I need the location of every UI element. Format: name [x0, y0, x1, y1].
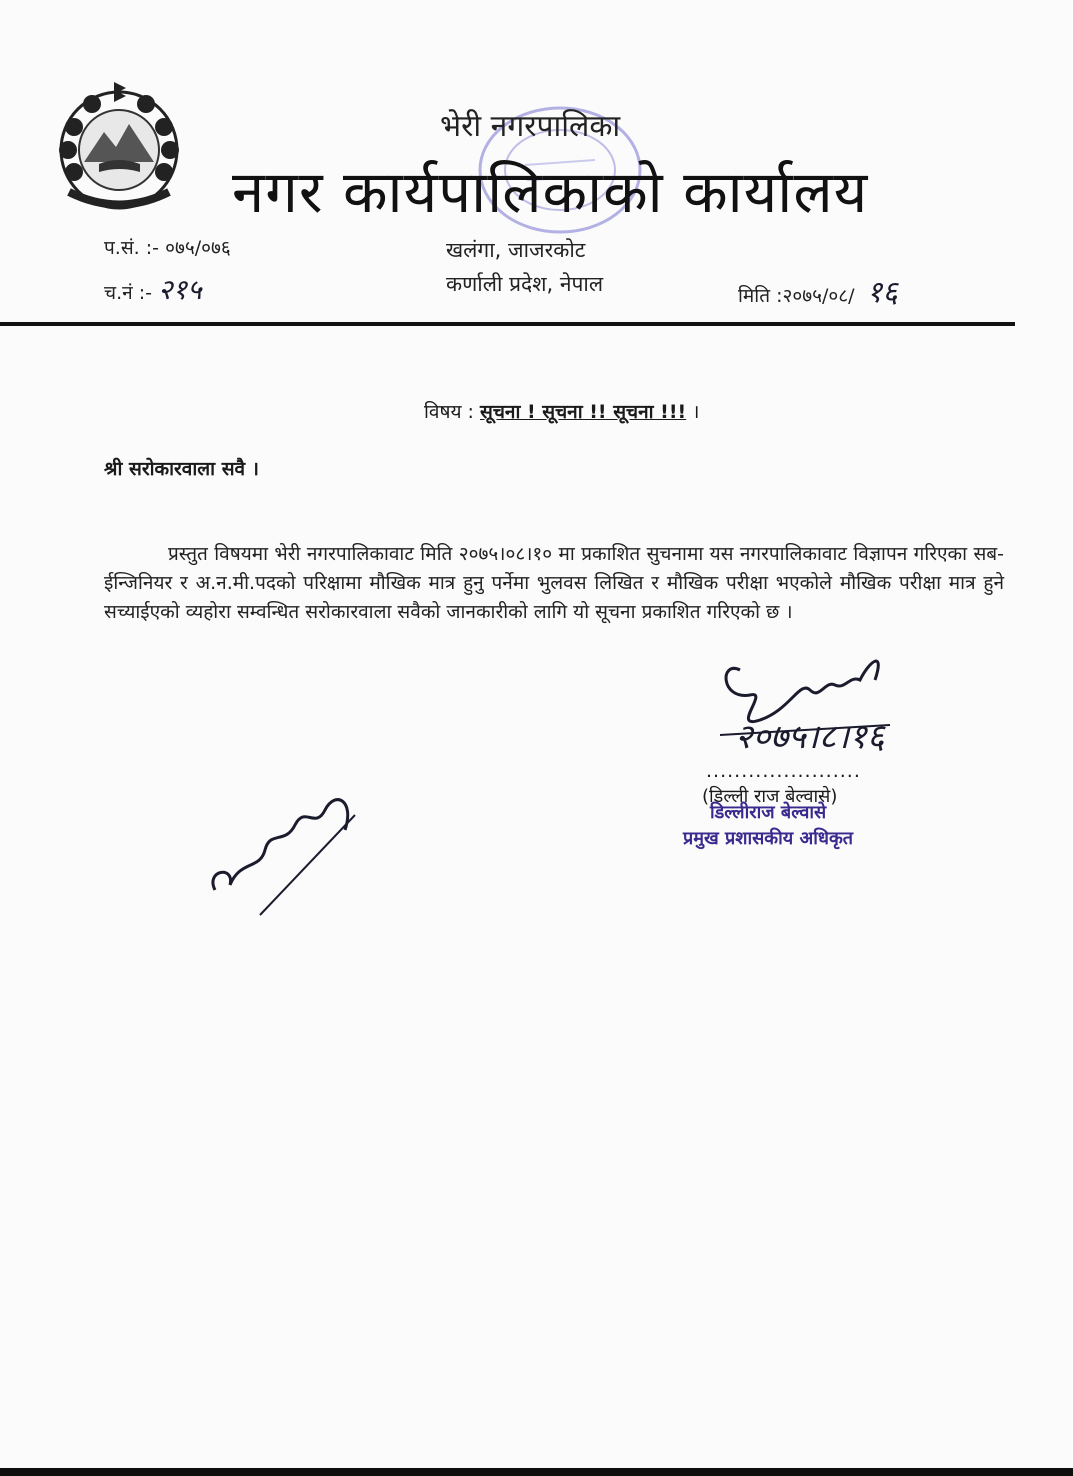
date-label: मिति :	[738, 285, 783, 307]
subject-label: विषय :	[424, 401, 474, 423]
date-field	[738, 270, 898, 311]
letter-number-value: ०७५/०७६	[165, 237, 231, 259]
letter-number-label: प.सं. :-	[104, 237, 160, 259]
office-title: नगर कार्यपालिकाको कार्यालय	[232, 158, 869, 226]
greeting: श्री सरोकारवाला सवै ।	[104, 458, 259, 480]
subject-end: ।	[692, 401, 700, 423]
date-value: २०७५/०८/	[782, 285, 855, 307]
address-line-1: खलंगा, जाजरकोट	[446, 238, 586, 262]
dispatch-number	[104, 270, 202, 308]
initials-signature-icon	[205, 770, 375, 920]
signature-line: ......................	[706, 760, 861, 782]
date-handwritten: १६	[866, 275, 898, 310]
letter-number	[104, 234, 231, 260]
scan-edge	[0, 1468, 1073, 1476]
address-line-2: कर्णाली प्रदेश, नेपाल	[446, 272, 604, 296]
header-divider	[0, 322, 1015, 326]
stamp-officer-title: प्रमुख प्रशासकीय अधिकृत	[683, 828, 854, 849]
subject-text: सूचना ! सूचना !! सूचना !!!	[479, 401, 687, 423]
nepal-emblem-icon	[44, 72, 194, 222]
municipality-name: भेरी नगरपालिका	[440, 109, 621, 144]
stamp-officer-name: डिल्लीराज बेल्वासे	[710, 802, 827, 823]
signature-date: २०७५।८।१६	[735, 717, 885, 757]
officer-name: (डिल्ली राज बेल्वासे)	[702, 786, 838, 807]
dispatch-number-label: च.नं :-	[104, 282, 152, 304]
notice-body: प्रस्तुत विषयमा भेरी नगरपालिकावाट मिति २०७५।०८।१० मा प्रकाशित सुचनामा यस नगरपालिकावाट विज्ञापन गरिएका सब- ईन्जिनियर र अ.न.मी.पदको परिक्षामा मौखिक मात्र हुनु पर्नेमा भुलवस लिखित र मौखिक परीक्षा भएकोले मौखिक परीक्षा मात्र हुने सच्याईएको व्यहोरा सम्वन्धित सरोकारवाला सवैको जानकारीको लागि यो सूचना प्रकाशित गरिएको छ ।	[104, 543, 1004, 623]
dispatch-number-value: २१५	[158, 273, 202, 306]
subject-line	[424, 398, 699, 424]
